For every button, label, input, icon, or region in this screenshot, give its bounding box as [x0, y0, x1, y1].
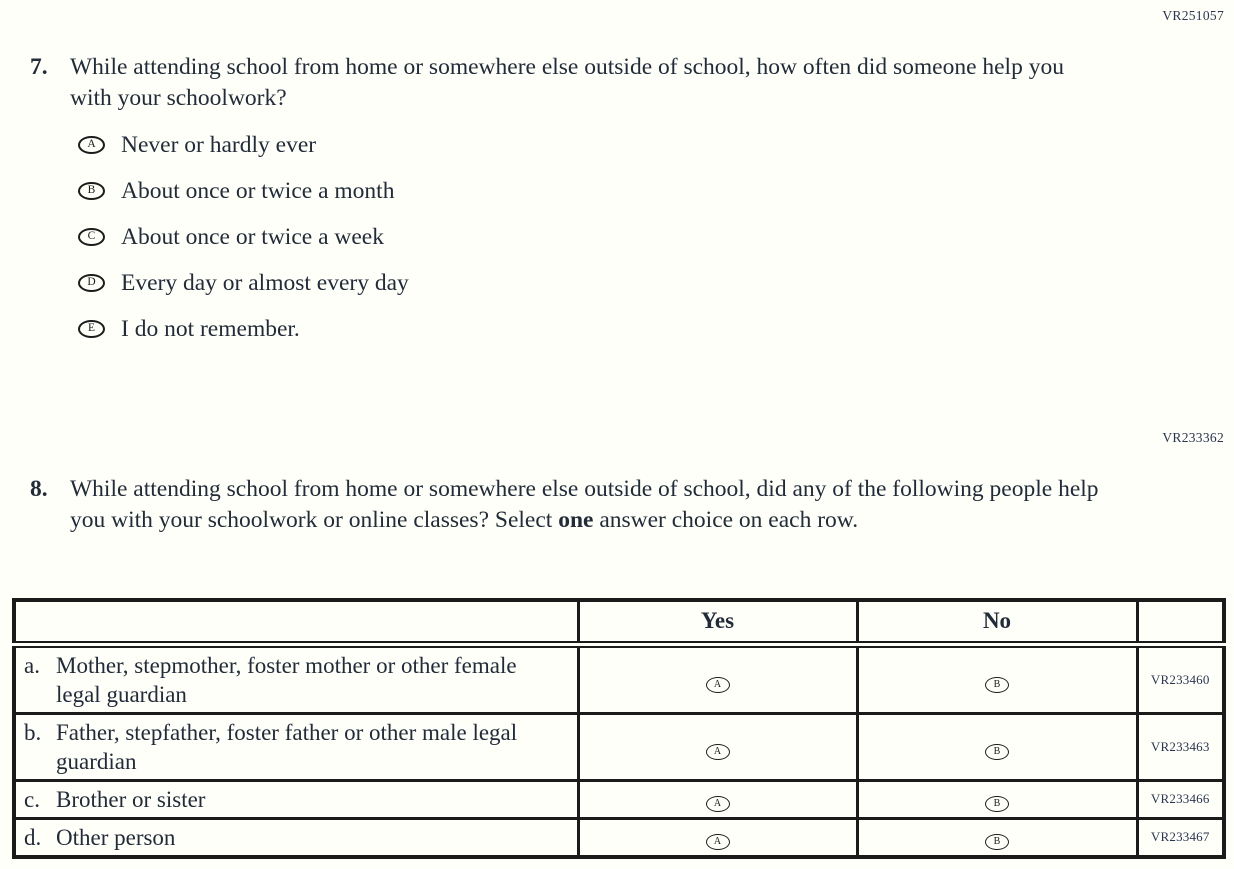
table-row — [14, 818, 1224, 857]
yes-bubble[interactable] — [706, 677, 730, 693]
answer-option — [78, 178, 409, 204]
table-row — [14, 780, 1224, 818]
question-7 — [30, 52, 1105, 113]
table-row — [14, 644, 1224, 713]
answer-option-label: About once or twice a month — [121, 178, 395, 204]
question-8-table — [12, 598, 1226, 859]
no-bubble[interactable] — [985, 677, 1009, 693]
answer-bubble[interactable] — [78, 182, 105, 200]
bubble-letter: B — [87, 184, 96, 197]
bubble-letter: A — [87, 138, 96, 151]
bubble-letter: C — [87, 230, 96, 243]
answer-option — [78, 132, 409, 158]
row-label: Mother, stepmother, foster mother or other female legal guardian — [56, 652, 517, 707]
bubble-letter: A — [713, 798, 722, 809]
no-bubble[interactable] — [985, 796, 1009, 812]
no-cell — [857, 644, 1137, 713]
no-cell — [857, 713, 1137, 780]
answer-option — [78, 316, 409, 342]
answer-option — [78, 270, 409, 296]
bold-word: one — [558, 506, 594, 533]
bubble-letter: A — [713, 678, 722, 690]
no-bubble[interactable] — [985, 744, 1009, 760]
answer-option-label: I do not remember. — [121, 316, 300, 342]
yes-cell — [578, 644, 857, 713]
bubble-letter: B — [993, 836, 1001, 847]
question-8 — [30, 474, 1105, 535]
header-yes: Yes — [578, 600, 857, 644]
yes-bubble[interactable] — [706, 796, 730, 812]
header-code-empty — [1137, 600, 1224, 644]
answer-option-label: Never or hardly ever — [121, 132, 317, 158]
no-bubble[interactable] — [985, 834, 1009, 850]
row-code: VR233463 — [1137, 713, 1224, 780]
answer-option-label: About once or twice a week — [121, 224, 384, 250]
question-8-number: 8. — [30, 476, 48, 502]
yes-cell — [578, 818, 857, 857]
no-cell — [857, 780, 1137, 818]
no-cell — [857, 818, 1137, 857]
row-code: VR233460 — [1137, 644, 1224, 713]
question-8-text: While attending school from home or somewhere else outside of school, did any of the following people help you with your schoolwork or online classes? Select one answer choice on each row. — [70, 476, 1099, 533]
bubble-letter: A — [713, 836, 722, 847]
form-code-top: VR251057 — [1162, 8, 1224, 23]
answer-bubble[interactable] — [78, 274, 105, 292]
row-label: Father, stepfather, foster father or other male legal guardian — [56, 719, 518, 774]
answer-option — [78, 224, 409, 250]
question-7-options — [78, 132, 409, 342]
yes-bubble[interactable] — [706, 834, 730, 850]
bubble-letter: E — [87, 322, 96, 335]
row-code: VR233466 — [1137, 780, 1224, 818]
table-header-row — [14, 600, 1224, 644]
row-code: VR233467 — [1137, 818, 1224, 857]
bubble-letter: A — [713, 745, 722, 757]
yes-bubble[interactable] — [706, 744, 730, 760]
bubble-letter: D — [87, 276, 96, 289]
answer-bubble[interactable] — [78, 136, 105, 154]
bubble-letter: B — [993, 678, 1001, 690]
row-label-cell — [14, 644, 578, 713]
form-code-mid: VR233362 — [1162, 430, 1224, 445]
table-row — [14, 713, 1224, 780]
header-empty — [14, 600, 578, 644]
row-label-cell — [14, 713, 578, 780]
question-7-number: 7. — [30, 54, 48, 80]
answer-option-label: Every day or almost every day — [121, 270, 409, 296]
row-label: Brother or sister — [56, 786, 206, 812]
row-label-cell — [14, 780, 578, 818]
answer-bubble[interactable] — [78, 320, 105, 338]
row-letter: a. — [24, 652, 40, 678]
bubble-letter: B — [993, 798, 1001, 809]
row-letter: c. — [24, 786, 40, 812]
bubble-letter: B — [993, 745, 1001, 757]
yes-cell — [578, 713, 857, 780]
row-letter: b. — [24, 719, 42, 745]
header-no: No — [857, 600, 1137, 644]
row-label: Other person — [56, 824, 176, 850]
row-label-cell — [14, 818, 578, 857]
row-letter: d. — [24, 824, 42, 850]
question-7-text: While attending school from home or somewhere else outside of school, how often did someone help you with your schoolwork? — [70, 54, 1064, 111]
yes-cell — [578, 780, 857, 818]
answer-bubble[interactable] — [78, 228, 105, 246]
